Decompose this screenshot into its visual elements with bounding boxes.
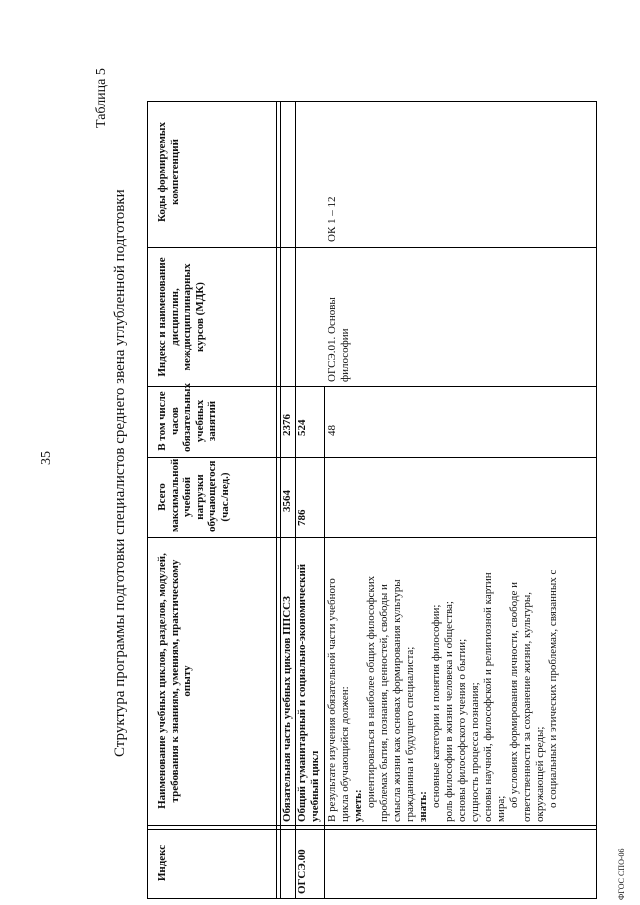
header-total: Всего максимальной учебной нагрузки обучающегося (час./нед.) <box>156 458 231 532</box>
content-line: основы философского учения о бытии; <box>456 638 468 822</box>
mandatory-part-total: 3564 <box>281 490 293 512</box>
ogse01-hours: 48 <box>326 425 338 436</box>
col-divider <box>148 457 596 458</box>
content-line: об условиях формирования личности, свободе и <box>508 582 520 808</box>
content-line: сущность процесса познания; <box>469 682 481 822</box>
content-line: знать: <box>417 791 429 822</box>
content-line: проблемах бытия, познания, ценностей, свободы и <box>378 584 390 822</box>
mandatory-part-name: Обязательная часть учебных циклов ППССЗ <box>281 596 293 822</box>
content-line: уметь: <box>352 789 364 822</box>
ogse01-discipline-line1: ОГСЭ.01. Основы <box>326 297 338 382</box>
header-competences: Коды формируемых компетенций <box>156 122 181 223</box>
ogse-hours: 524 <box>296 419 308 436</box>
content-line: ответственности за сохранение жизни, культуры, <box>521 591 533 822</box>
row-divider <box>324 387 325 898</box>
col-divider <box>148 829 596 830</box>
content-line: основные категории и понятия философии; <box>430 604 442 808</box>
ogse-total: 786 <box>296 509 308 526</box>
ogse-name-line2: учебный цикл <box>309 750 321 822</box>
table-label: Таблица 5 <box>94 68 109 128</box>
ogse01-discipline-line2: философии <box>339 328 351 382</box>
content-line: о социальных и этических проблемах, связанных с <box>547 569 559 808</box>
header-name: Наименование учебных циклов, разделов, модулей, требования к знаниям, умениям, практическому опыту <box>156 553 193 809</box>
header-mandatory: В том числе часов обязательных учебных занятий <box>156 382 218 452</box>
footer-code: ФГОС СПО-06 <box>617 848 626 900</box>
col-divider <box>148 537 596 538</box>
col-divider <box>148 825 596 826</box>
ogse-index: ОГСЭ.00 <box>296 849 308 894</box>
ogse01-competence: ОК 1 – 12 <box>326 196 338 242</box>
content-line: мира; <box>495 795 507 822</box>
mandatory-part-hours: 2376 <box>281 414 293 436</box>
col-divider <box>148 247 596 248</box>
content-line: гражданина и будущего специалиста; <box>404 646 416 822</box>
page-title: Структура программы подготовки специалистов среднего звена углубленной подготовки <box>112 189 128 757</box>
content-line: окружающей среды; <box>534 726 546 822</box>
row-divider <box>276 102 277 898</box>
content-line: роль философии в жизни человека и общества; <box>443 601 455 822</box>
structure-table <box>147 101 597 899</box>
header-index: Индекс <box>156 844 168 882</box>
header-disciplines: Индекс и наименование дисциплин, междисциплинарных курсов (МДК) <box>156 257 206 377</box>
content-line: ориентироваться в наиболее общих философских <box>365 575 377 808</box>
page-number: 35 <box>39 451 54 465</box>
col-divider <box>148 386 596 387</box>
content-line: В результате изучения обязательной части учебного <box>326 578 338 822</box>
ogse-name-line1: Общий гуманитарный и социально-экономический <box>296 563 308 822</box>
content-line: цикла обучающийся должен: <box>339 686 351 822</box>
content-line: основы научной, философской и религиозной картин <box>482 572 494 822</box>
content-line: смысла жизни как основах формирования культуры <box>391 579 403 822</box>
